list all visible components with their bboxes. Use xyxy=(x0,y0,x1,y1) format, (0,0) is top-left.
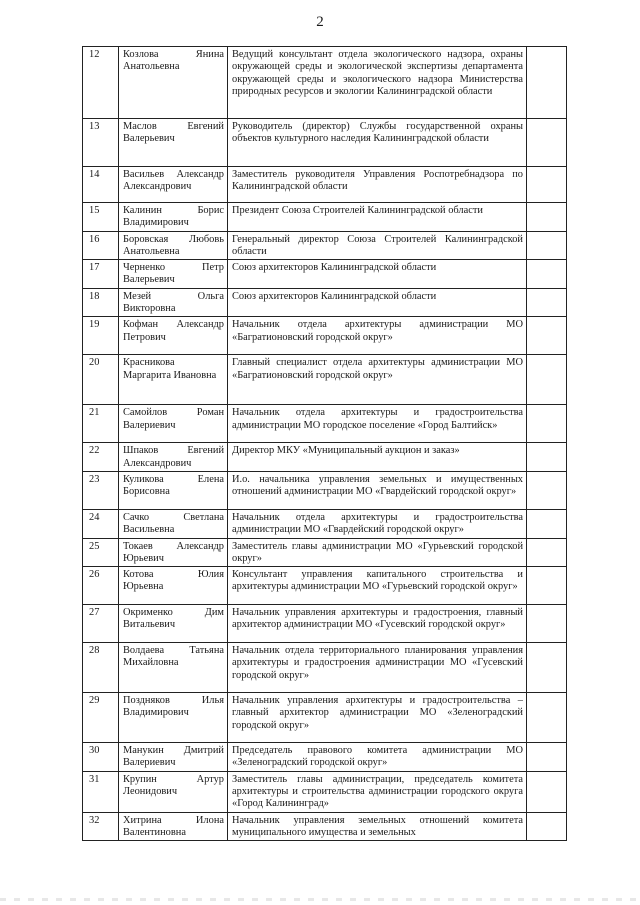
row-number: 17 xyxy=(83,260,119,289)
row-number: 20 xyxy=(83,355,119,405)
member-position: Директор МКУ «Муниципальный аукцион и заказ» xyxy=(228,443,527,472)
row-number: 19 xyxy=(83,317,119,355)
member-name: Черненко Петр Валерьевич xyxy=(119,260,228,289)
row-number: 18 xyxy=(83,288,119,317)
notes-cell xyxy=(527,405,567,443)
table-row xyxy=(83,119,567,167)
member-name: Волдаева Татьяна Михайловна xyxy=(119,643,228,693)
member-position: Начальник управления архитектуры и градостроительства – главный архитектор администрации МО «Зеленоградский городской округ» xyxy=(228,693,527,743)
row-number: 23 xyxy=(83,471,119,509)
member-name: Манукин Дмитрий Валериевич xyxy=(119,743,228,772)
member-name: Маслов Евгений Валерьевич xyxy=(119,119,228,167)
member-position: И.о. начальника управления земельных и имущественных отношений администрации МО «Гвардейский городской округ» xyxy=(228,471,527,509)
member-position: Союз архитекторов Калининградской области xyxy=(228,288,527,317)
member-name: Шпаков Евгений Александрович xyxy=(119,443,228,472)
table-row xyxy=(83,643,567,693)
commission-members-table xyxy=(82,46,567,841)
member-name: Куликова Елена Борисовна xyxy=(119,471,228,509)
row-number: 24 xyxy=(83,509,119,538)
table-row xyxy=(83,812,567,841)
member-position: Ведущий консультант отдела экологического надзора, охраны окружающей среды и экологической экспертизы департамента окружающей среды и экологического надзора Министерства природных ресурсов и экологии Калининградской области xyxy=(228,47,527,119)
member-name: Мезей Ольга Викторовна xyxy=(119,288,228,317)
member-position: Начальник отдела архитектуры и градостроительства администрации МО городское поселение «Город Балтийск» xyxy=(228,405,527,443)
row-number: 15 xyxy=(83,203,119,232)
member-position: Генеральный директор Союза Строителей Калининградской области xyxy=(228,231,527,260)
member-name: Поздняков Илья Владимирович xyxy=(119,693,228,743)
notes-cell xyxy=(527,119,567,167)
row-number: 25 xyxy=(83,538,119,567)
row-number: 27 xyxy=(83,605,119,643)
notes-cell xyxy=(527,167,567,203)
table-row xyxy=(83,743,567,772)
member-name: Сачко Светлана Васильевна xyxy=(119,509,228,538)
row-number: 31 xyxy=(83,771,119,812)
row-number: 28 xyxy=(83,643,119,693)
table-row xyxy=(83,567,567,605)
member-position: Начальник отдела архитектуры администрации МО «Багратионовский городской округ» xyxy=(228,317,527,355)
table-row xyxy=(83,288,567,317)
member-name: Красникова Маргарита Ивановна xyxy=(119,355,228,405)
table-row xyxy=(83,47,567,119)
notes-cell xyxy=(527,231,567,260)
notes-cell xyxy=(527,693,567,743)
member-position: Заместитель главы администрации МО «Гурьевский городской округ» xyxy=(228,538,527,567)
table-row xyxy=(83,693,567,743)
member-position: Консультант управления капитального строительства и архитектуры администрации МО «Гурьевский городской округ» xyxy=(228,567,527,605)
row-number: 16 xyxy=(83,231,119,260)
table-row xyxy=(83,317,567,355)
notes-cell xyxy=(527,47,567,119)
notes-cell xyxy=(527,509,567,538)
table-row xyxy=(83,509,567,538)
notes-cell xyxy=(527,812,567,841)
table-row xyxy=(83,203,567,232)
member-name: Окрименко Дим Витальевич xyxy=(119,605,228,643)
member-position: Начальник отдела территориального планирования управления архитектуры и градостроения администрации МО «Гусевский городской округ» xyxy=(228,643,527,693)
table-row xyxy=(83,471,567,509)
row-number: 13 xyxy=(83,119,119,167)
notes-cell xyxy=(527,567,567,605)
notes-cell xyxy=(527,203,567,232)
member-name: Боровская Любовь Анатольевна xyxy=(119,231,228,260)
member-position: Начальник управления земельных отношений комитета муниципального имущества и земельных xyxy=(228,812,527,841)
table-row xyxy=(83,538,567,567)
member-name: Токаев Александр Юрьевич xyxy=(119,538,228,567)
member-position: Союз архитекторов Калининградской области xyxy=(228,260,527,289)
scan-artifact xyxy=(0,898,640,901)
member-position: Главный специалист отдела архитектуры администрации МО «Багратионовский городской округ» xyxy=(228,355,527,405)
row-number: 21 xyxy=(83,405,119,443)
member-position: Председатель правового комитета администрации МО «Зеленоградский городской округ» xyxy=(228,743,527,772)
notes-cell xyxy=(527,743,567,772)
member-position: Начальник отдела архитектуры и градостроительства администрации МО «Гвардейский городской округ» xyxy=(228,509,527,538)
member-position: Президент Союза Строителей Калининградской области xyxy=(228,203,527,232)
table-row xyxy=(83,405,567,443)
table-row xyxy=(83,231,567,260)
table-row xyxy=(83,260,567,289)
notes-cell xyxy=(527,605,567,643)
member-position: Заместитель руководителя Управления Роспотребнадзора по Калининградской области xyxy=(228,167,527,203)
notes-cell xyxy=(527,538,567,567)
table-row xyxy=(83,355,567,405)
table-body xyxy=(83,47,567,841)
notes-cell xyxy=(527,288,567,317)
notes-cell xyxy=(527,317,567,355)
member-name: Козлова Янина Анатольевна xyxy=(119,47,228,119)
table-row xyxy=(83,605,567,643)
table-row xyxy=(83,167,567,203)
notes-cell xyxy=(527,471,567,509)
member-name: Самойлов Роман Валериевич xyxy=(119,405,228,443)
member-name: Васильев Александр Александрович xyxy=(119,167,228,203)
notes-cell xyxy=(527,355,567,405)
page-number: 2 xyxy=(316,14,324,30)
notes-cell xyxy=(527,771,567,812)
row-number: 12 xyxy=(83,47,119,119)
row-number: 29 xyxy=(83,693,119,743)
row-number: 26 xyxy=(83,567,119,605)
member-position: Руководитель (директор) Службы государственной охраны объектов культурного наследия Калининградской области xyxy=(228,119,527,167)
member-name: Кофман Александр Петрович xyxy=(119,317,228,355)
member-position: Начальник управления архитектуры и градостроения, главный архитектор администрации МО «Гусевский городской округ» xyxy=(228,605,527,643)
notes-cell xyxy=(527,643,567,693)
notes-cell xyxy=(527,443,567,472)
member-name: Калинин Борис Владимирович xyxy=(119,203,228,232)
member-position: Заместитель главы администрации, председатель комитета архитектуры и строительства администрации городского округа «Город Калининград» xyxy=(228,771,527,812)
member-name: Крупин Артур Леонидович xyxy=(119,771,228,812)
member-name: Котова Юлия Юрьевна xyxy=(119,567,228,605)
table-row xyxy=(83,443,567,472)
row-number: 14 xyxy=(83,167,119,203)
notes-cell xyxy=(527,260,567,289)
row-number: 22 xyxy=(83,443,119,472)
row-number: 32 xyxy=(83,812,119,841)
table-row xyxy=(83,771,567,812)
member-name: Хитрина Илона Валентиновна xyxy=(119,812,228,841)
row-number: 30 xyxy=(83,743,119,772)
